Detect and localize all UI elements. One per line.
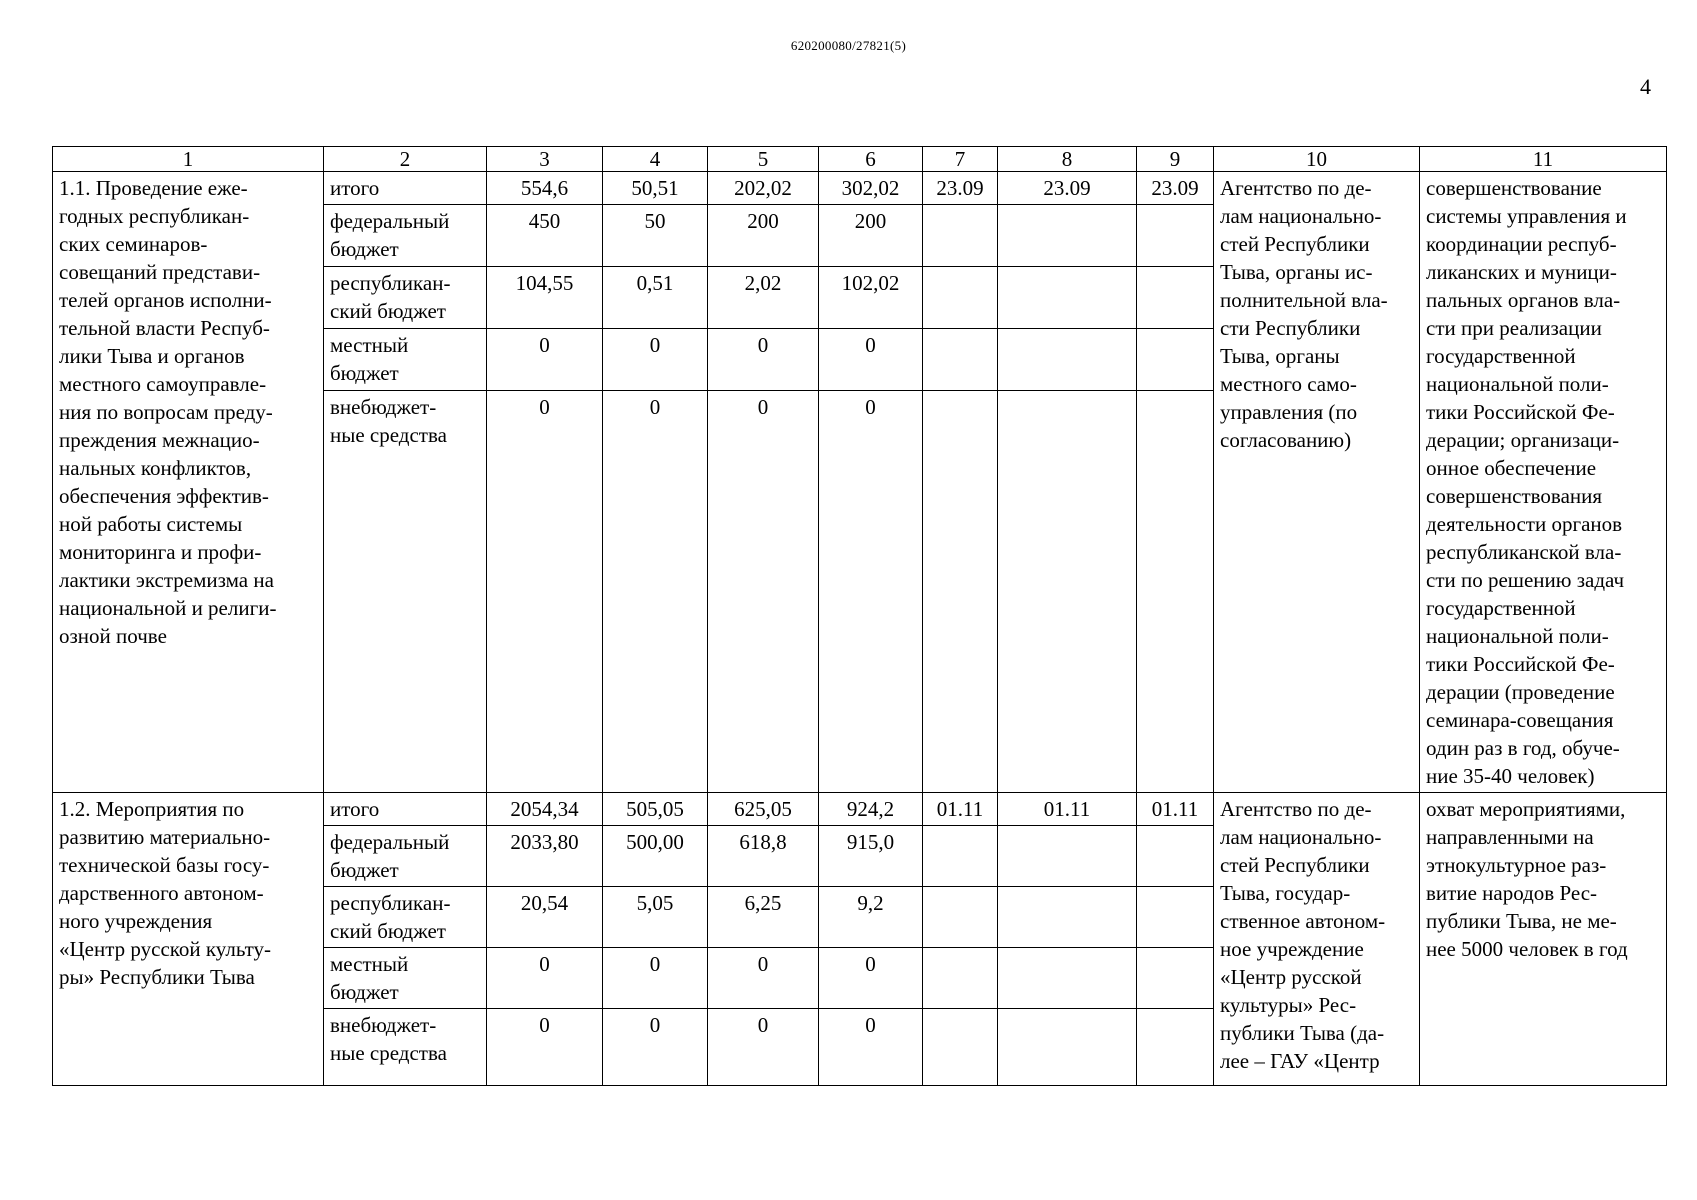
empty-cell (923, 826, 998, 887)
header-cell: 1 (53, 147, 324, 172)
page-number: 4 (1640, 74, 1651, 99)
header-cell: 7 (923, 147, 998, 172)
funding-value-cell: 0,51 (603, 267, 708, 329)
header-cell: 8 (998, 147, 1137, 172)
measure-name-cell: 1.2. Мероприятия по развитию материально- технической базы госу- дарственного автоном- ного учреждения «Центр русской культу- ры» Республики Тыва (53, 793, 324, 1086)
header-row (53, 147, 1667, 172)
funding-value-cell: 450 (487, 205, 603, 267)
funding-value-cell: 0 (487, 391, 603, 793)
funding-value-cell: 0 (603, 391, 708, 793)
funding-value-cell: 0 (603, 948, 708, 1009)
empty-cell (1137, 267, 1214, 329)
funding-source-cell: республикан- ский бюджет (324, 267, 487, 329)
funding-value-cell: 302,02 (819, 172, 923, 205)
empty-cell (998, 205, 1137, 267)
result-cell: совершенствование системы управления и координации респуб- ликанских и муници- пальных органов вла- сти при реализации государственной национальной поли- тики Российской Фе- дерации; организаци- онное обеспечение совершенствования деятельности органов республиканской вла- сти по решению задач государственной национальной поли- тики Российской Фе- дерации (проведение семинара-совещания один раз в год, обуче- ние 35-40 человек) (1420, 172, 1667, 793)
empty-cell (1137, 205, 1214, 267)
funding-value-cell: 0 (487, 1009, 603, 1086)
funding-value-cell: 924,2 (819, 793, 923, 826)
empty-cell (1137, 887, 1214, 948)
funding-value-cell: 50,51 (603, 172, 708, 205)
funding-value-cell: 505,05 (603, 793, 708, 826)
empty-cell (998, 329, 1137, 391)
funding-value-cell: 0 (708, 1009, 819, 1086)
header-cell: 5 (708, 147, 819, 172)
funding-source-cell: республикан- ский бюджет (324, 887, 487, 948)
funding-value-cell: 6,25 (708, 887, 819, 948)
empty-cell (998, 948, 1137, 1009)
empty-cell (1137, 826, 1214, 887)
funding-source-cell: местный бюджет (324, 329, 487, 391)
header-cell: 6 (819, 147, 923, 172)
funding-value-cell: 500,00 (603, 826, 708, 887)
empty-cell (1137, 329, 1214, 391)
header-cell: 10 (1214, 147, 1420, 172)
funding-source-cell: итого (324, 793, 487, 826)
empty-cell (923, 1009, 998, 1086)
funding-value-cell: 0 (487, 948, 603, 1009)
empty-cell (1137, 391, 1214, 793)
funding-value-cell: 2033,80 (487, 826, 603, 887)
empty-cell (998, 391, 1137, 793)
date-cell: 01.11 (923, 793, 998, 826)
empty-cell (923, 329, 998, 391)
funding-value-cell: 200 (819, 205, 923, 267)
table-row (53, 172, 1667, 205)
executor-cell: Агентство по де- лам национально- стей Республики Тыва, государ- ственное автоном- ное учреждение «Центр русской культуры» Рес- публики Тыва (да- лее – ГАУ «Центр (1214, 793, 1420, 1086)
empty-cell (923, 205, 998, 267)
date-cell: 23.09 (923, 172, 998, 205)
funding-value-cell: 5,05 (603, 887, 708, 948)
funding-value-cell: 0 (819, 329, 923, 391)
funding-value-cell: 20,54 (487, 887, 603, 948)
funding-value-cell: 0 (603, 329, 708, 391)
empty-cell (998, 1009, 1137, 1086)
funding-value-cell: 915,0 (819, 826, 923, 887)
funding-value-cell: 0 (819, 391, 923, 793)
funding-value-cell: 2054,34 (487, 793, 603, 826)
empty-cell (998, 267, 1137, 329)
funding-value-cell: 202,02 (708, 172, 819, 205)
funding-source-cell: федеральный бюджет (324, 826, 487, 887)
funding-value-cell: 0 (603, 1009, 708, 1086)
funding-value-cell: 0 (708, 391, 819, 793)
funding-value-cell: 554,6 (487, 172, 603, 205)
funding-value-cell: 0 (819, 948, 923, 1009)
funding-value-cell: 50 (603, 205, 708, 267)
funding-value-cell: 0 (708, 329, 819, 391)
funding-value-cell: 9,2 (819, 887, 923, 948)
empty-cell (1137, 1009, 1214, 1086)
date-cell: 23.09 (998, 172, 1137, 205)
header-cell: 3 (487, 147, 603, 172)
empty-cell (998, 887, 1137, 948)
funding-value-cell: 618,8 (708, 826, 819, 887)
funding-source-cell: итого (324, 172, 487, 205)
program-table (52, 146, 1667, 1086)
date-cell: 01.11 (1137, 793, 1214, 826)
executor-cell: Агентство по де- лам национально- стей Республики Тыва, органы ис- полнительной вла- сти Республики Тыва, органы местного само- управления (по согласованию) (1214, 172, 1420, 793)
funding-value-cell: 104,55 (487, 267, 603, 329)
funding-value-cell: 200 (708, 205, 819, 267)
date-cell: 01.11 (998, 793, 1137, 826)
funding-value-cell: 2,02 (708, 267, 819, 329)
empty-cell (923, 391, 998, 793)
funding-value-cell: 0 (487, 329, 603, 391)
header-cell: 4 (603, 147, 708, 172)
header-cell: 11 (1420, 147, 1667, 172)
header-cell: 9 (1137, 147, 1214, 172)
empty-cell (998, 826, 1137, 887)
date-cell: 23.09 (1137, 172, 1214, 205)
funding-source-cell: внебюджет- ные средства (324, 1009, 487, 1086)
funding-source-cell: местный бюджет (324, 948, 487, 1009)
empty-cell (923, 267, 998, 329)
measure-name-cell: 1.1. Проведение еже- годных республикан- ских семинаров- совещаний представи- телей органов исполни- тельной власти Респуб- лики Тыва и органов местного самоуправле- ния по вопросам преду- преждения межнацио- нальных конфликтов, обеспечения эффектив- ной работы системы мониторинга и профи- лактики экстремизма на национальной и религи- озной почве (53, 172, 324, 793)
table-row (53, 793, 1667, 826)
funding-source-cell: внебюджет- ные средства (324, 391, 487, 793)
funding-source-cell: федеральный бюджет (324, 205, 487, 267)
funding-value-cell: 625,05 (708, 793, 819, 826)
document-id: 620200080/27821(5) (790, 38, 907, 53)
funding-value-cell: 0 (708, 948, 819, 1009)
funding-value-cell: 0 (819, 1009, 923, 1086)
empty-cell (923, 948, 998, 1009)
result-cell: охват мероприятиями, направленными на этнокультурное раз- витие народов Рес- публики Тыва, не ме- нее 5000 человек в год (1420, 793, 1667, 1086)
header-cell: 2 (324, 147, 487, 172)
empty-cell (923, 887, 998, 948)
empty-cell (1137, 948, 1214, 1009)
funding-value-cell: 102,02 (819, 267, 923, 329)
